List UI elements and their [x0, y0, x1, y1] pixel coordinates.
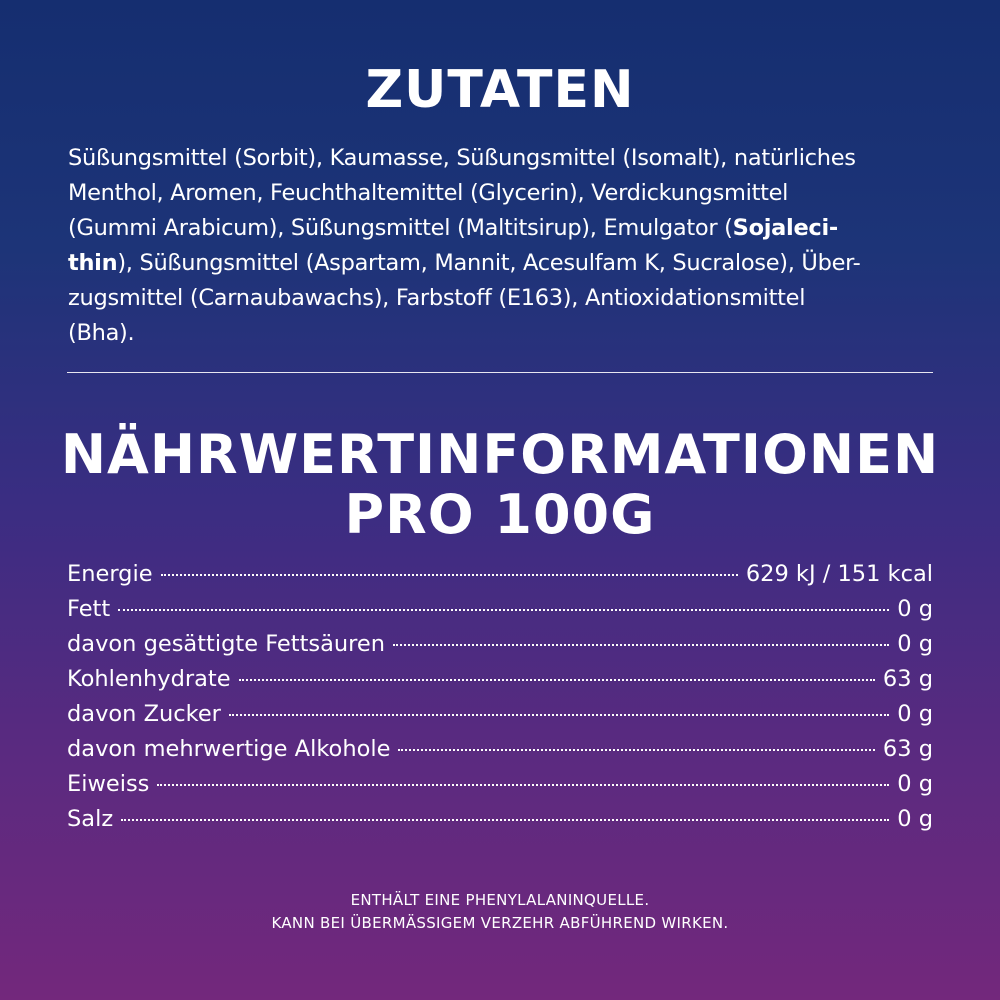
nutrition-label: davon gesättigte Fettsäuren [67, 631, 386, 657]
section-divider [67, 372, 933, 373]
ingredients-segment: ), Süßungsmittel (Aspartam, Mannit, Acesulfam K, Sucralose), Über- [117, 250, 861, 276]
nutrition-row [67, 561, 933, 596]
ingredients-line [68, 246, 938, 281]
dot-leader [229, 714, 889, 716]
ingredients-line: (Bha). [68, 320, 135, 346]
ingredients-text [68, 141, 938, 351]
ingredients-line [68, 211, 938, 246]
nutrition-label: davon Zucker [67, 701, 221, 727]
dot-leader [118, 609, 889, 611]
dot-leader [398, 749, 874, 751]
nutrition-row [67, 631, 933, 666]
nutrition-value: 0 g [897, 771, 933, 797]
nutrition-value: 63 g [882, 666, 933, 692]
nutrition-row [67, 596, 933, 631]
allergen-highlight: Sojaleci- [732, 215, 838, 241]
nutrition-label: Fett [67, 596, 111, 622]
nutrition-value: 0 g [897, 806, 933, 832]
nutrition-title-line: PRO 100G [344, 483, 656, 546]
nutrition-row [67, 666, 933, 701]
dot-leader [393, 644, 889, 646]
dot-leader [157, 784, 889, 786]
nutrition-label: davon mehrwertige Alkohole [67, 736, 391, 762]
nutrition-value: 629 kJ / 151 kcal [745, 561, 933, 587]
ingredients-line: zugsmittel (Carnaubawachs), Farbstoff (E163), Antioxidationsmittel [68, 285, 806, 311]
dot-leader [239, 679, 875, 681]
nutrition-label: Energie [67, 561, 153, 587]
nutrition-label: Kohlenhydrate [67, 666, 231, 692]
ingredients-line: Menthol, Aromen, Feuchthaltemittel (Glycerin), Verdickungsmittel [68, 180, 789, 206]
allergen-highlight: thin [68, 250, 118, 276]
nutrition-value: 0 g [897, 701, 933, 727]
nutrition-row [67, 701, 933, 736]
ingredients-title: ZUTATEN [365, 60, 635, 120]
nutrition-label: Salz [67, 806, 114, 832]
warning-footer [0, 889, 1000, 935]
nutrition-row [67, 806, 933, 841]
ingredients-segment: (Gummi Arabicum), Süßungsmittel (Maltitsirup), Emulgator ( [68, 215, 733, 241]
nutrition-value: 63 g [882, 736, 933, 762]
dot-leader [161, 574, 738, 576]
nutrition-label: Eiweiss [67, 771, 150, 797]
nutrition-row [67, 771, 933, 806]
nutrition-value: 0 g [897, 596, 933, 622]
warning-line: KANN BEI ÜBERMÄSSIGEM VERZEHR ABFÜHREND WIRKEN. [271, 914, 729, 932]
nutrition-title-line: NÄHRWERTINFORMATIONEN [60, 423, 940, 486]
warning-line: ENTHÄLT EINE PHENYLALANINQUELLE. [350, 891, 650, 909]
ingredients-line: Süßungsmittel (Sorbit), Kaumasse, Süßungsmittel (Isomalt), natürliches [68, 145, 856, 171]
nutrition-title [0, 425, 1000, 545]
nutrition-row [67, 736, 933, 771]
nutrition-table [67, 561, 933, 841]
dot-leader [121, 819, 889, 821]
nutrition-value: 0 g [897, 631, 933, 657]
